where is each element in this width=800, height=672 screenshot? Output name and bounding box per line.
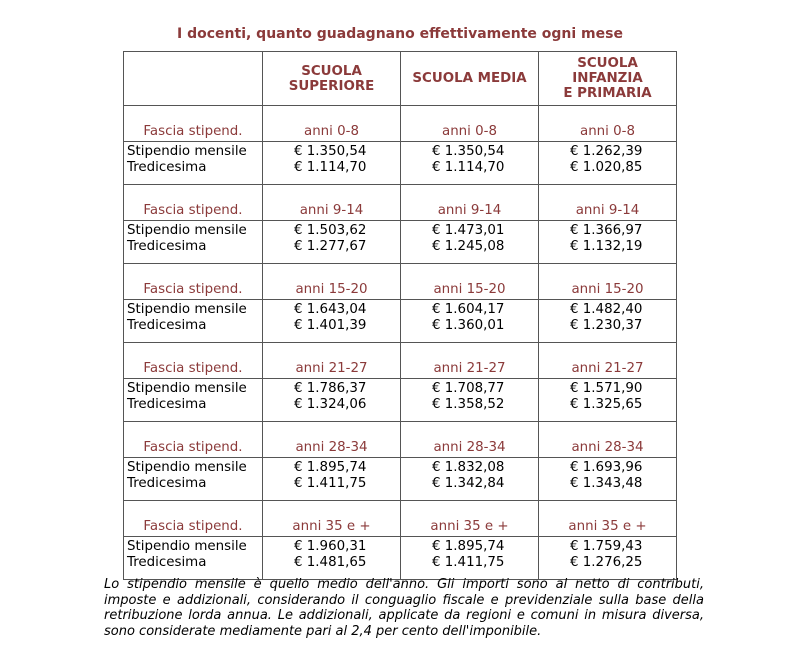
tredicesima-amount: € 1.132,19 <box>570 239 643 254</box>
amount-cell-primaria <box>539 379 677 422</box>
stipendio-label: Stipendio mensile <box>127 144 247 159</box>
fascia-years: anni 0-8 <box>539 106 677 142</box>
salary-values-row <box>124 537 677 580</box>
tredicesima-amount: € 1.343,48 <box>570 476 643 491</box>
stipendio-amount: € 1.895,74 <box>294 460 367 475</box>
amount-cell-primaria <box>539 458 677 501</box>
stipendio-amount: € 1.604,17 <box>432 302 505 317</box>
fascia-years: anni 21-27 <box>401 343 539 379</box>
fascia-label: Fascia stipend. <box>124 185 263 221</box>
fascia-row <box>124 106 677 142</box>
salary-values-row <box>124 458 677 501</box>
amount-cell-media <box>401 458 539 501</box>
salary-values-row <box>124 142 677 185</box>
row-labels <box>124 221 263 264</box>
stipendio-amount: € 1.482,40 <box>570 302 643 317</box>
stipendio-amount: € 1.262,39 <box>570 144 643 159</box>
fascia-years: anni 28-34 <box>539 422 677 458</box>
fascia-years: anni 9-14 <box>401 185 539 221</box>
salary-values-row <box>124 300 677 343</box>
stipendio-amount: € 1.571,90 <box>570 381 643 396</box>
amount-cell-media <box>401 142 539 185</box>
tredicesima-label: Tredicesima <box>127 555 207 570</box>
tredicesima-amount: € 1.401,39 <box>294 318 367 333</box>
fascia-label: Fascia stipend. <box>124 343 263 379</box>
fascia-label: Fascia stipend. <box>124 422 263 458</box>
stipendio-amount: € 1.832,08 <box>432 460 505 475</box>
amount-cell-media <box>401 300 539 343</box>
stipendio-amount: € 1.350,54 <box>432 144 505 159</box>
tredicesima-amount: € 1.481,65 <box>294 555 367 570</box>
fascia-row <box>124 501 677 537</box>
amount-cell-superiore <box>263 142 401 185</box>
fascia-row <box>124 343 677 379</box>
fascia-years: anni 9-14 <box>263 185 401 221</box>
tredicesima-amount: € 1.114,70 <box>294 160 367 175</box>
header-line: SUPERIORE <box>288 78 375 94</box>
amount-cell-superiore <box>263 379 401 422</box>
stipendio-amount: € 1.895,74 <box>432 539 505 554</box>
tredicesima-amount: € 1.360,01 <box>432 318 505 333</box>
tredicesima-amount: € 1.245,08 <box>432 239 505 254</box>
stipendio-amount: € 1.786,37 <box>294 381 367 396</box>
tredicesima-label: Tredicesima <box>127 239 207 254</box>
amount-cell-primaria <box>539 300 677 343</box>
amount-cell-media <box>401 537 539 580</box>
row-labels <box>124 142 263 185</box>
salary-table <box>123 51 677 580</box>
footnote: Lo stipendio mensile è quello medio dell'anno. Gli importi sono al netto di contributi, imposte e addizionali, considerando il conguaglio fiscale e previdenziale sulla base della retribuzione lorda annua. Le addizionali, applicate da regioni e comuni in misura diversa, sono considerate mediamente pari al 2,4 per cento dell'imponibile. <box>104 577 704 639</box>
stipendio-label: Stipendio mensile <box>127 302 247 317</box>
row-labels <box>124 537 263 580</box>
tredicesima-amount: € 1.324,06 <box>294 397 367 412</box>
header-empty-cell <box>124 52 263 106</box>
header-scuola-media <box>401 52 539 106</box>
fascia-row <box>124 422 677 458</box>
stipendio-label: Stipendio mensile <box>127 223 247 238</box>
row-labels <box>124 379 263 422</box>
fascia-years: anni 15-20 <box>401 264 539 300</box>
fascia-years: anni 15-20 <box>263 264 401 300</box>
tredicesima-amount: € 1.114,70 <box>432 160 505 175</box>
tredicesima-amount: € 1.411,75 <box>432 555 505 570</box>
header-line: E PRIMARIA <box>563 86 652 101</box>
stipendio-amount: € 1.366,97 <box>570 223 643 238</box>
tredicesima-label: Tredicesima <box>127 476 207 491</box>
header-line: SCUOLA <box>301 63 362 79</box>
amount-cell-primaria <box>539 221 677 264</box>
tredicesima-label: Tredicesima <box>127 397 207 412</box>
stipendio-label: Stipendio mensile <box>127 460 247 475</box>
header-line: SCUOLA <box>577 56 638 71</box>
header-line: SCUOLA MEDIA <box>412 71 527 86</box>
tredicesima-amount: € 1.325,65 <box>570 397 643 412</box>
stipendio-amount: € 1.693,96 <box>570 460 643 475</box>
fascia-years: anni 15-20 <box>539 264 677 300</box>
table-title: I docenti, quanto guadagnano effettivamente ogni mese <box>177 26 623 42</box>
row-labels <box>124 458 263 501</box>
salary-values-row <box>124 379 677 422</box>
fascia-years: anni 35 e + <box>539 501 677 537</box>
row-labels <box>124 300 263 343</box>
header-scuola-superiore <box>263 52 401 106</box>
fascia-years: anni 9-14 <box>539 185 677 221</box>
tredicesima-amount: € 1.230,37 <box>570 318 643 333</box>
tredicesima-amount: € 1.276,25 <box>570 555 643 570</box>
stipendio-amount: € 1.503,62 <box>294 223 367 238</box>
fascia-years: anni 35 e + <box>401 501 539 537</box>
tredicesima-amount: € 1.358,52 <box>432 397 505 412</box>
amount-cell-primaria <box>539 537 677 580</box>
fascia-years: anni 28-34 <box>263 422 401 458</box>
salary-table-body <box>124 52 677 580</box>
stipendio-amount: € 1.759,43 <box>570 539 643 554</box>
fascia-row <box>124 264 677 300</box>
stipendio-amount: € 1.708,77 <box>432 381 505 396</box>
stipendio-label: Stipendio mensile <box>127 381 247 396</box>
fascia-years: anni 35 e + <box>263 501 401 537</box>
amount-cell-superiore <box>263 221 401 264</box>
fascia-label: Fascia stipend. <box>124 501 263 537</box>
amount-cell-superiore <box>263 458 401 501</box>
fascia-years: anni 21-27 <box>263 343 401 379</box>
amount-cell-primaria <box>539 142 677 185</box>
fascia-row <box>124 185 677 221</box>
tredicesima-amount: € 1.342,84 <box>432 476 505 491</box>
fascia-years: anni 0-8 <box>263 106 401 142</box>
stipendio-amount: € 1.643,04 <box>294 302 367 317</box>
stipendio-amount: € 1.473,01 <box>432 223 505 238</box>
tredicesima-amount: € 1.020,85 <box>570 160 643 175</box>
header-row <box>124 52 677 106</box>
amount-cell-media <box>401 221 539 264</box>
tredicesima-label: Tredicesima <box>127 318 207 333</box>
fascia-label: Fascia stipend. <box>124 106 263 142</box>
tredicesima-amount: € 1.277,67 <box>294 239 367 254</box>
fascia-years: anni 21-27 <box>539 343 677 379</box>
fascia-years: anni 28-34 <box>401 422 539 458</box>
fascia-label: Fascia stipend. <box>124 264 263 300</box>
amount-cell-media <box>401 379 539 422</box>
tredicesima-label: Tredicesima <box>127 160 207 175</box>
amount-cell-superiore <box>263 300 401 343</box>
stipendio-label: Stipendio mensile <box>127 539 247 554</box>
stipendio-amount: € 1.350,54 <box>294 144 367 159</box>
amount-cell-superiore <box>263 537 401 580</box>
fascia-years: anni 0-8 <box>401 106 539 142</box>
tredicesima-amount: € 1.411,75 <box>294 476 367 491</box>
salary-values-row <box>124 221 677 264</box>
stipendio-amount: € 1.960,31 <box>294 539 367 554</box>
header-scuola-infanzia-primaria <box>539 52 677 106</box>
header-line: INFANZIA <box>572 71 643 86</box>
